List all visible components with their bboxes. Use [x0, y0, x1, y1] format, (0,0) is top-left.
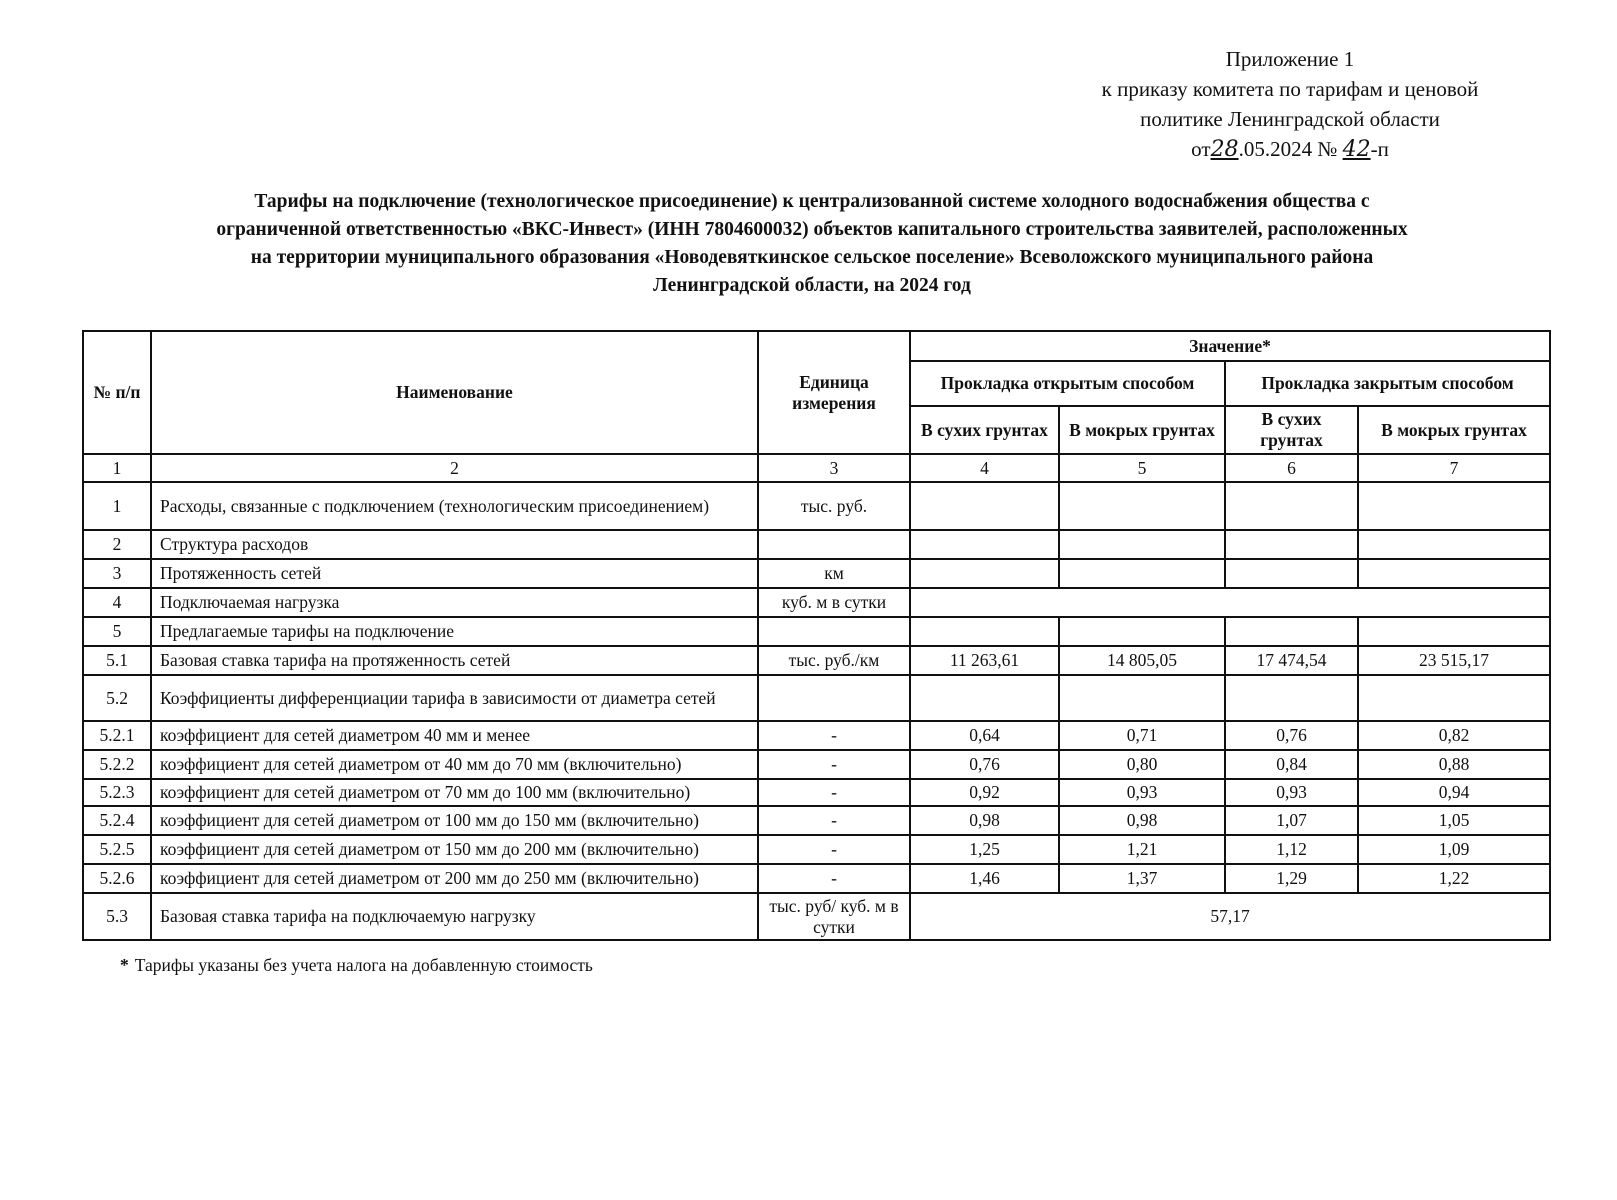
- row-name: Базовая ставка тарифа на подключаемую нагрузку: [151, 893, 758, 940]
- row-value: [1059, 617, 1225, 646]
- row-num: 5.2.4: [83, 806, 151, 835]
- table-row: [83, 530, 1550, 559]
- row-value: 0,93: [1059, 779, 1225, 806]
- row-value: 0,76: [910, 750, 1059, 779]
- row-name: коэффициент для сетей диаметром от 100 мм до 150 мм (включительно): [151, 806, 758, 835]
- row-num: 5.2.1: [83, 721, 151, 750]
- row-num: 2: [83, 530, 151, 559]
- row-num: 5.1: [83, 646, 151, 675]
- row-value: [1358, 482, 1550, 530]
- row-value: [1225, 675, 1358, 721]
- row-unit: тыс. руб.: [758, 482, 910, 530]
- row-name: Базовая ставка тарифа на протяженность сетей: [151, 646, 758, 675]
- table-row: [83, 806, 1550, 835]
- row-unit: -: [758, 806, 910, 835]
- table-row: [83, 721, 1550, 750]
- row-unit: [758, 675, 910, 721]
- row-name: коэффициент для сетей диаметром от 200 мм до 250 мм (включительно): [151, 864, 758, 893]
- row-num: 1: [83, 482, 151, 530]
- row-value: 1,25: [910, 835, 1059, 864]
- title-line-1: Тарифы на подключение (технологическое присоединение) к централизованной системе холодного водоснабжения общества с: [254, 191, 1370, 212]
- table-row: [83, 779, 1550, 806]
- appendix-committee: политике Ленинградской области: [1140, 107, 1440, 131]
- tariff-table: [82, 330, 1551, 941]
- col-number: 4: [910, 454, 1059, 482]
- row-unit: куб. м в сутки: [758, 588, 910, 617]
- footnote-text: Тарифы указаны без учета налога на добавленную стоимость: [134, 955, 593, 975]
- row-unit: км: [758, 559, 910, 588]
- row-value: 0,94: [1358, 779, 1550, 806]
- row-num: 5.3: [83, 893, 151, 940]
- row-value: 23 515,17: [1358, 646, 1550, 675]
- row-value: [1059, 482, 1225, 530]
- row-value: [1358, 675, 1550, 721]
- row-value: [1225, 482, 1358, 530]
- header-closed-method: Прокладка закрытым способом: [1225, 361, 1550, 406]
- row-unit: -: [758, 835, 910, 864]
- row-value: [1059, 530, 1225, 559]
- title-line-2: ограниченной ответственностью «ВКС-Инвест» (ИНН 7804600032) объектов капитального строительства заявителей, расположенных: [216, 219, 1408, 240]
- date-rest: .05.2024 №: [1238, 137, 1338, 161]
- row-num: 5: [83, 617, 151, 646]
- appendix-title: Приложение 1: [1225, 47, 1355, 71]
- row-name: коэффициент для сетей диаметром от 40 мм до 70 мм (включительно): [151, 750, 758, 779]
- row-name: Расходы, связанные с подключением (технологическим присоединением): [151, 482, 758, 530]
- footnote: [120, 955, 593, 976]
- row-value: [910, 559, 1059, 588]
- row-value: [1059, 559, 1225, 588]
- header-closed-dry: В сухих грунтах: [1225, 406, 1358, 454]
- row-name: коэффициент для сетей диаметром от 150 мм до 200 мм (включительно): [151, 835, 758, 864]
- table-row: [83, 646, 1550, 675]
- date-prefix: от: [1191, 137, 1211, 161]
- row-value: 0,76: [1225, 721, 1358, 750]
- table-row: [83, 864, 1550, 893]
- table-row: [83, 482, 1550, 530]
- row-value: 1,21: [1059, 835, 1225, 864]
- row-value: 0,84: [1225, 750, 1358, 779]
- row-value: [1225, 617, 1358, 646]
- row-value: 0,64: [910, 721, 1059, 750]
- table-row: [83, 893, 1550, 940]
- col-number: 7: [1358, 454, 1550, 482]
- document-title: [82, 188, 1542, 300]
- row-num: 5.2: [83, 675, 151, 721]
- row-value: 1,46: [910, 864, 1059, 893]
- row-value: [1059, 675, 1225, 721]
- table-row: [83, 750, 1550, 779]
- row-value: 0,98: [1059, 806, 1225, 835]
- row-value: 1,29: [1225, 864, 1358, 893]
- column-number-row: [83, 454, 1550, 482]
- row-unit: [758, 530, 910, 559]
- row-value: 1,12: [1225, 835, 1358, 864]
- row-num: 5.2.2: [83, 750, 151, 779]
- row-value: [1225, 530, 1358, 559]
- col-number: 6: [1225, 454, 1358, 482]
- appendix-date-line: [1060, 134, 1520, 165]
- row-unit: -: [758, 750, 910, 779]
- header-open-wet: В мокрых грунтах: [1059, 406, 1225, 454]
- header-value: Значение*: [910, 331, 1550, 361]
- header-closed-wet: В мокрых грунтах: [1358, 406, 1550, 454]
- header-num: № п/п: [83, 331, 151, 454]
- row-name: коэффициент для сетей диаметром от 70 мм до 100 мм (включительно): [151, 779, 758, 806]
- row-merged-value: [910, 588, 1550, 617]
- header-unit: Единица измерения: [758, 331, 910, 454]
- handwritten-day: 28: [1210, 137, 1239, 162]
- table-row: [83, 588, 1550, 617]
- row-value: [1358, 530, 1550, 559]
- row-value: 1,22: [1358, 864, 1550, 893]
- row-value: 0,93: [1225, 779, 1358, 806]
- row-unit: [758, 617, 910, 646]
- row-value: 11 263,61: [910, 646, 1059, 675]
- number-suffix: -п: [1370, 137, 1389, 161]
- row-name: коэффициент для сетей диаметром 40 мм и менее: [151, 721, 758, 750]
- row-value: [1225, 559, 1358, 588]
- table-row: [83, 617, 1550, 646]
- row-name: Структура расходов: [151, 530, 758, 559]
- appendix-order-ref: к приказу комитета по тарифам и ценовой: [1101, 77, 1479, 101]
- row-unit: тыс. руб/ куб. м в сутки: [758, 893, 910, 940]
- row-num: 5.2.3: [83, 779, 151, 806]
- appendix-header: [1060, 44, 1520, 165]
- title-line-4: Ленинградской области, на 2024 год: [653, 275, 971, 296]
- row-value: [1358, 559, 1550, 588]
- row-value: 17 474,54: [1225, 646, 1358, 675]
- handwritten-number: 42: [1342, 137, 1371, 162]
- row-value: 0,92: [910, 779, 1059, 806]
- header-name: Наименование: [151, 331, 758, 454]
- footnote-star: *: [120, 955, 129, 975]
- header-open-dry: В сухих грунтах: [910, 406, 1059, 454]
- row-value: 1,07: [1225, 806, 1358, 835]
- row-value: 1,05: [1358, 806, 1550, 835]
- row-value: [910, 617, 1059, 646]
- table-row: [83, 675, 1550, 721]
- row-value: [1358, 617, 1550, 646]
- table-row: [83, 559, 1550, 588]
- row-num: 5.2.6: [83, 864, 151, 893]
- row-unit: -: [758, 864, 910, 893]
- col-number: 2: [151, 454, 758, 482]
- row-name: Коэффициенты дифференциации тарифа в зависимости от диаметра сетей: [151, 675, 758, 721]
- col-number: 5: [1059, 454, 1225, 482]
- row-name: Подключаемая нагрузка: [151, 588, 758, 617]
- col-number: 1: [83, 454, 151, 482]
- row-unit: тыс. руб./км: [758, 646, 910, 675]
- row-value: 0,80: [1059, 750, 1225, 779]
- col-number: 3: [758, 454, 910, 482]
- row-name: Предлагаемые тарифы на подключение: [151, 617, 758, 646]
- row-value: 0,71: [1059, 721, 1225, 750]
- row-value: 0,88: [1358, 750, 1550, 779]
- row-unit: -: [758, 779, 910, 806]
- row-value: 1,09: [1358, 835, 1550, 864]
- row-value: [910, 482, 1059, 530]
- row-value: [910, 530, 1059, 559]
- row-value: 0,98: [910, 806, 1059, 835]
- header-open-method: Прокладка открытым способом: [910, 361, 1225, 406]
- row-name: Протяженность сетей: [151, 559, 758, 588]
- row-unit: -: [758, 721, 910, 750]
- row-value: 1,37: [1059, 864, 1225, 893]
- row-num: 3: [83, 559, 151, 588]
- row-merged-value: 57,17: [910, 893, 1550, 940]
- row-value: 14 805,05: [1059, 646, 1225, 675]
- title-line-3: на территории муниципального образования «Новодевяткинское сельское поселение» Всеволожского муниципального района: [250, 247, 1374, 268]
- row-num: 4: [83, 588, 151, 617]
- row-num: 5.2.5: [83, 835, 151, 864]
- table-row: [83, 835, 1550, 864]
- row-value: [910, 675, 1059, 721]
- row-value: 0,82: [1358, 721, 1550, 750]
